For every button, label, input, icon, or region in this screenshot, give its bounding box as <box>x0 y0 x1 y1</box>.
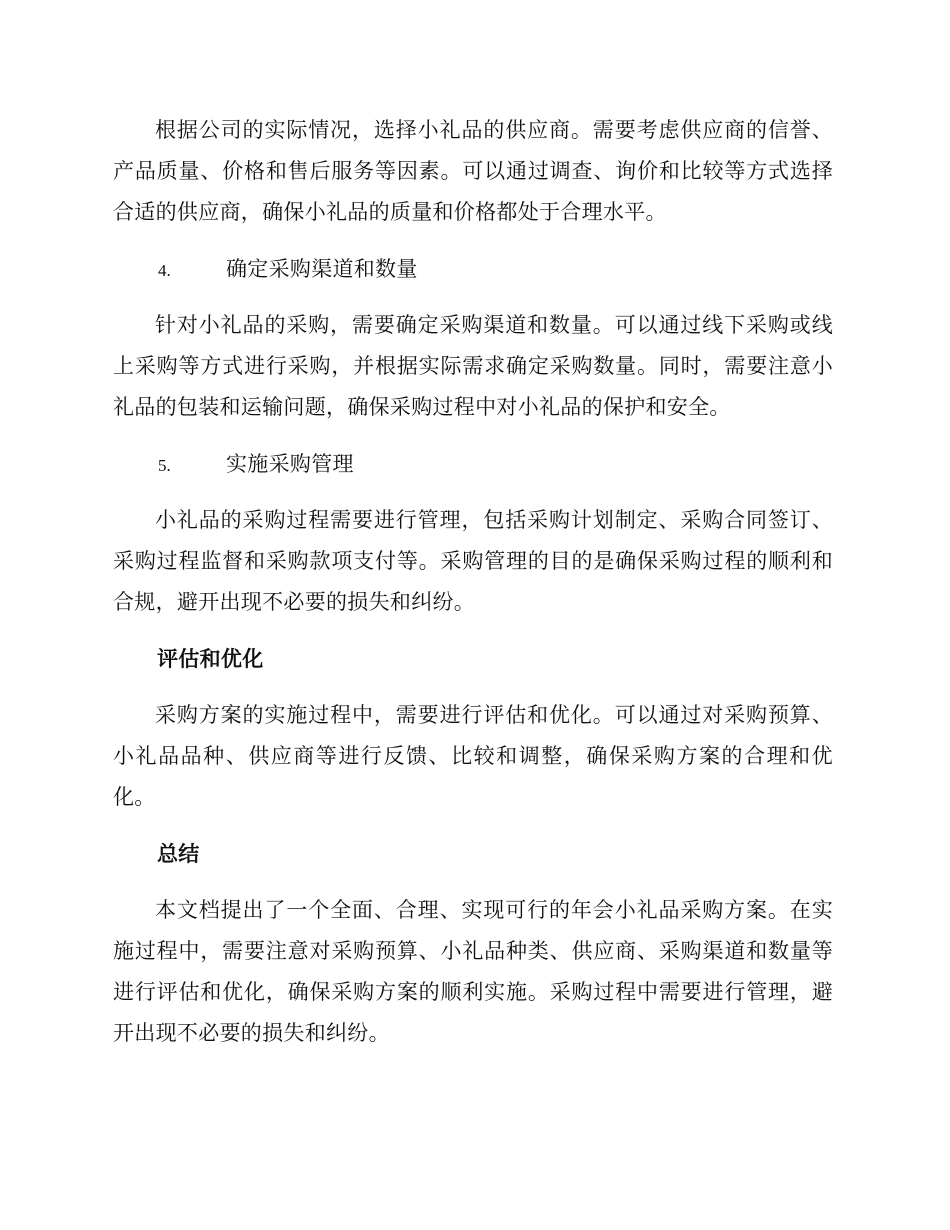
paragraph-summary: 本文档提出了一个全面、合理、实现可行的年会小礼品采购方案。在实施过程中，需要注意对采购预算、小礼品种类、供应商、采购渠道和数量等进行评估和优化，确保采购方案的顺利实施。采购过程中需要进行管理，避开出现不必要的损失和纠纷。 <box>113 898 833 1045</box>
document-body <box>113 110 833 1072</box>
item-title: 确定采购渠道和数量 <box>226 257 418 281</box>
paragraph-channel: 针对小礼品的采购，需要确定采购渠道和数量。可以通过线下采购或线上采购等方式进行采购，并根据实际需求确定采购数量。同时，需要注意小礼品的包装和运输问题，确保采购过程中对小礼品的保护和安全。 <box>113 313 833 419</box>
heading-summary: 总结 <box>157 841 200 866</box>
item-title: 实施采购管理 <box>226 452 354 476</box>
item-number: 4. <box>158 261 171 280</box>
numbered-item-4 <box>113 251 833 287</box>
heading-evaluation: 评估和优化 <box>157 646 264 671</box>
paragraph-supplier: 根据公司的实际情况，选择小礼品的供应商。需要考虑供应商的信誉、产品质量、价格和售后服务等因素。可以通过调查、询价和比较等方式选择合适的供应商，确保小礼品的质量和价格都处于合理水平。 <box>113 118 833 224</box>
paragraph-evaluation: 采购方案的实施过程中，需要进行评估和优化。可以通过对采购预算、小礼品品种、供应商等进行反馈、比较和调整，确保采购方案的合理和优化。 <box>113 703 833 809</box>
numbered-item-5 <box>113 446 833 482</box>
paragraph-management: 小礼品的采购过程需要进行管理，包括采购计划制定、采购合同签订、采购过程监督和采购款项支付等。采购管理的目的是确保采购过程的顺利和合规，避开出现不必要的损失和纠纷。 <box>113 508 833 614</box>
item-number: 5. <box>158 456 171 475</box>
